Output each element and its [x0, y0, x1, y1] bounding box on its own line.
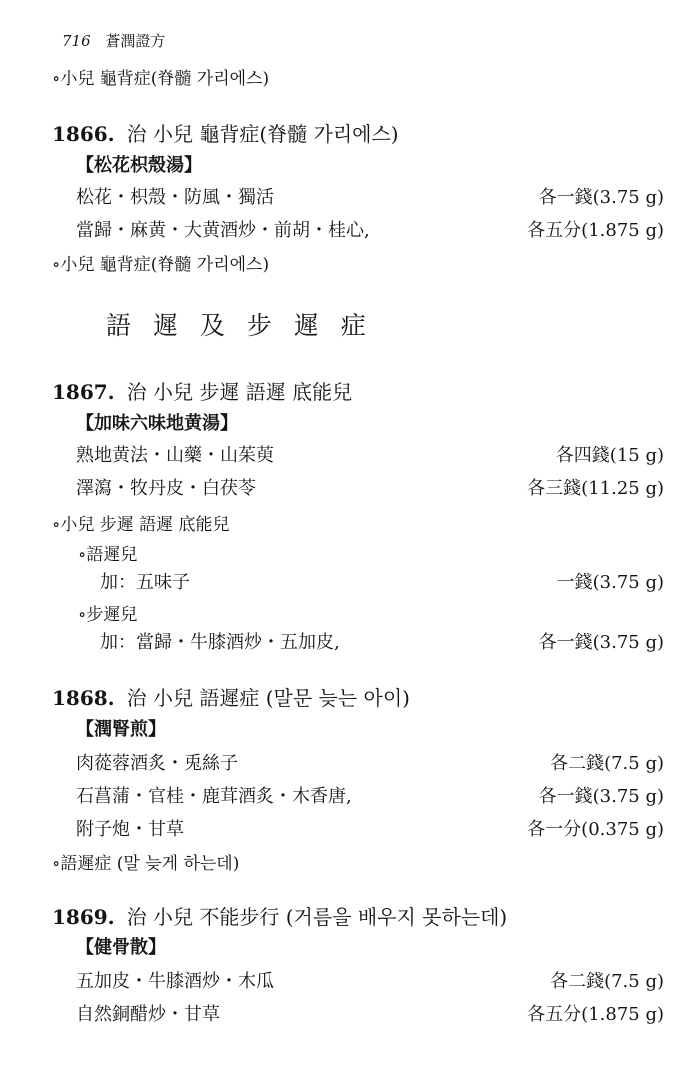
sub-note-addition: 加：五味子: [100, 572, 190, 593]
entry-heading: [52, 376, 352, 405]
ingredient-line: 肉蓯蓉酒炙・兎絲子: [76, 753, 238, 774]
ingredient-line: 當歸・麻黄・大黄酒炒・前胡・桂心,: [76, 220, 370, 241]
ingredient-quantity: 各二錢(7.5 g): [550, 753, 664, 774]
ingredient-quantity: 各三錢(11.25 g): [527, 478, 664, 499]
page-number: 716: [62, 32, 91, 50]
formula-name: 【松花枳殼湯】: [76, 155, 202, 176]
ingredient-quantity: 各五分(1.875 g): [527, 220, 664, 241]
entry-heading: [52, 118, 399, 147]
ingredient-quantity: 各二錢(7.5 g): [550, 971, 664, 992]
entry-title: 治 小兒 語遲症 (말문 늦는 아이): [126, 686, 410, 710]
book-title: 蒼潤證方: [105, 32, 166, 50]
ingredient-quantity: 各四錢(15 g): [555, 445, 664, 466]
page-header: [62, 30, 165, 51]
formula-name: 【加味六味地黄湯】: [76, 413, 238, 434]
ingredient-quantity: 各一錢(3.75 g): [538, 187, 664, 208]
ingredient-line: 附子炮・甘草: [76, 819, 184, 840]
entry-number: 1866.: [52, 122, 115, 146]
ingredient-line: 熟地黄法・山藥・山茱萸: [76, 445, 274, 466]
entry-heading: [52, 901, 507, 930]
section-title: 語 遲 及 步 遲 症: [106, 311, 373, 340]
top-note: ∘小兒 龜背症(脊髓 가리에스): [52, 69, 270, 89]
entry-note: ∘語遲症 (말 늦게 하는데): [52, 854, 240, 874]
entry-title: 治 小兒 步遲 語遲 底能兒: [126, 380, 353, 404]
ingredient-quantity: 各一錢(3.75 g): [538, 786, 664, 807]
ingredient-line: 澤瀉・牧丹皮・白茯苓: [76, 478, 256, 499]
entry-heading: [52, 682, 410, 711]
entry-number: 1867.: [52, 380, 115, 404]
sub-note-label: ∘語遲兒: [78, 545, 138, 565]
entry-number: 1868.: [52, 686, 115, 710]
sub-note-label: ∘步遲兒: [78, 605, 138, 625]
entry-title: 治 小兒 龜背症(脊髓 가리에스): [126, 122, 399, 146]
ingredient-line: 松花・枳殼・防風・獨活: [76, 187, 274, 208]
formula-name: 【健骨散】: [76, 937, 166, 958]
formula-name: 【潤腎煎】: [76, 719, 166, 740]
entry-note: ∘小兒 步遲 語遲 底能兒: [52, 515, 230, 535]
sub-note-quantity: 一錢(3.75 g): [556, 572, 664, 593]
sub-note-quantity: 各一錢(3.75 g): [538, 632, 664, 653]
ingredient-line: 石菖蒲・官桂・鹿茸酒炙・木香唐,: [76, 786, 352, 807]
ingredient-line: 自然銅醋炒・甘草: [76, 1004, 220, 1025]
ingredient-line: 五加皮・牛膝酒炒・木瓜: [76, 971, 274, 992]
ingredient-quantity: 各一分(0.375 g): [527, 819, 664, 840]
entry-note: ∘小兒 龜背症(脊髓 가리에스): [52, 255, 270, 275]
sub-note-addition: 加：當歸・牛膝酒炒・五加皮,: [100, 632, 340, 653]
ingredient-quantity: 各五分(1.875 g): [527, 1004, 664, 1025]
entry-title: 治 小兒 不能步行 (거름을 배우지 못하는데): [126, 905, 508, 929]
entry-number: 1869.: [52, 905, 115, 929]
